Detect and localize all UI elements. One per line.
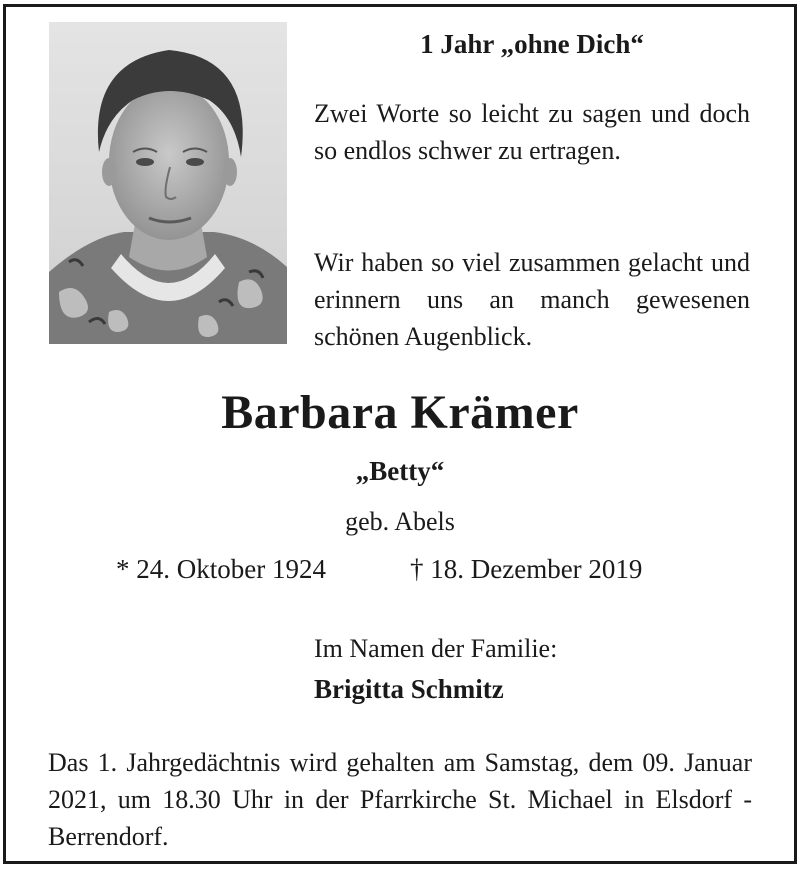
family-label: Im Namen der Familie:	[314, 634, 558, 663]
portrait-image	[49, 22, 287, 344]
deceased-nickname: „Betty“	[355, 456, 445, 486]
anniversary-heading: 1 Jahr „ohne Dich“	[420, 29, 644, 59]
portrait-photo	[49, 22, 287, 344]
birth-name: geb. Abels	[345, 507, 455, 536]
poem-stanza-2: Wir haben so viel zusammen gelacht und erinnern uns an manch gewesenen schönen Augenblick.	[314, 248, 750, 351]
memorial-service-announcement: Das 1. Jahrgedächtnis wird gehalten am Samstag, dem 09. Januar 2021, um 18.30 Uhr in der Pfarrkirche St. Michael in Elsdorf - Berrendorf.	[48, 748, 752, 851]
family-signatory: Brigitta Schmitz	[314, 674, 504, 704]
deceased-name: Barbara Krämer	[221, 386, 579, 439]
poem-stanza-1: Zwei Worte so leicht zu sagen und doch so endlos schwer zu ertragen.	[314, 99, 750, 165]
birth-date: * 24. Oktober 1924	[116, 554, 326, 584]
death-date: † 18. Dezember 2019	[410, 554, 643, 584]
